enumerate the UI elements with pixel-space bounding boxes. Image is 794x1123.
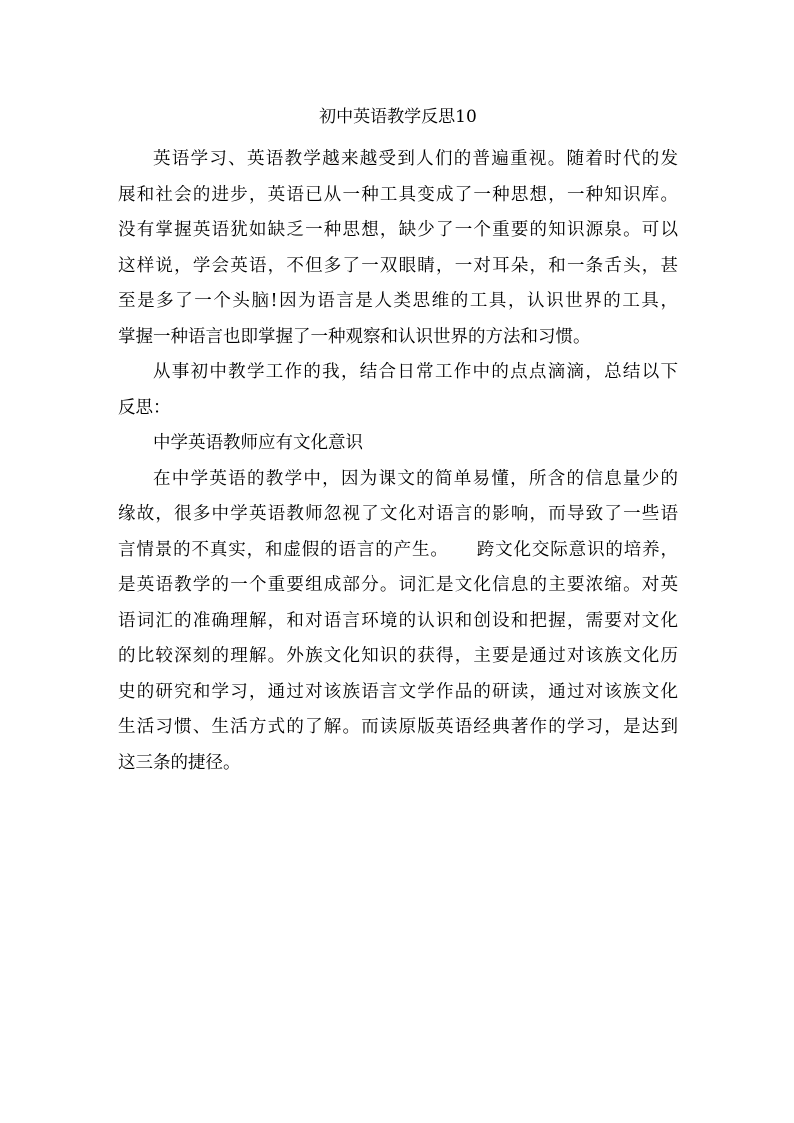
section-heading: 中学英语教师应有文化意识 bbox=[153, 433, 363, 453]
text-line: 反思： bbox=[118, 397, 171, 418]
text-line: 在中学英语的教学中，因为课文的简单易懂，所含的信息量少的 bbox=[153, 468, 678, 489]
text-line: 从事初中教学工作的我，结合日常工作中的点点滴滴，总结以下 bbox=[153, 362, 678, 382]
text-line: 这样说，学会英语，不但多了一双眼睛，一对耳朵，和一条舌头，甚 bbox=[118, 255, 678, 276]
text-line: 至是多了一个头脑!因为语言是人类思维的工具，认识世界的工具， bbox=[118, 291, 678, 311]
document-body bbox=[118, 142, 678, 781]
text-line: 掌握一种语言也即掌握了一种观察和认识世界的方法和习惯。 bbox=[118, 326, 591, 347]
paragraph-intro bbox=[118, 142, 678, 355]
text-line: 这三条的捷径。 bbox=[118, 752, 241, 773]
text-line: 史的研究和学习，通过对该族语言文学作品的研读，通过对该族文化 bbox=[118, 681, 678, 702]
paragraph-reflection-intro bbox=[118, 355, 678, 426]
text-line: 没有掌握英语犹如缺乏一种思想，缺少了一个重要的知识源泉。可以 bbox=[118, 220, 678, 240]
text-line: 语词汇的准确理解，和对语言环境的认识和创设和把握，需要对文化 bbox=[118, 610, 678, 631]
document-title: 初中英语教学反思10 bbox=[319, 107, 477, 127]
text-line: 是英语教学的一个重要组成部分。词汇是文化信息的主要浓缩。对英 bbox=[118, 575, 678, 595]
paragraph-culture bbox=[118, 462, 678, 782]
text-line: 的比较深刻的理解。外族文化知识的获得，主要是通过对该族文化历 bbox=[118, 646, 678, 666]
text-line: 缘故，很多中学英语教师忽视了文化对语言的影响，而导致了一些语 bbox=[118, 504, 678, 524]
text-line: 展和社会的进步，英语已从一种工具变成了一种思想，一种知识库。 bbox=[118, 184, 678, 205]
text-line: 英语学习、英语教学越来越受到人们的普遍重视。随着时代的发 bbox=[153, 149, 678, 169]
text-line: 言情景的不真实，和虚假的语言的产生。 跨文化交际意识的培养， bbox=[118, 539, 678, 560]
text-line: 生活习惯、生活方式的了解。而读原版英语经典著作的学习，是达到 bbox=[118, 717, 678, 737]
